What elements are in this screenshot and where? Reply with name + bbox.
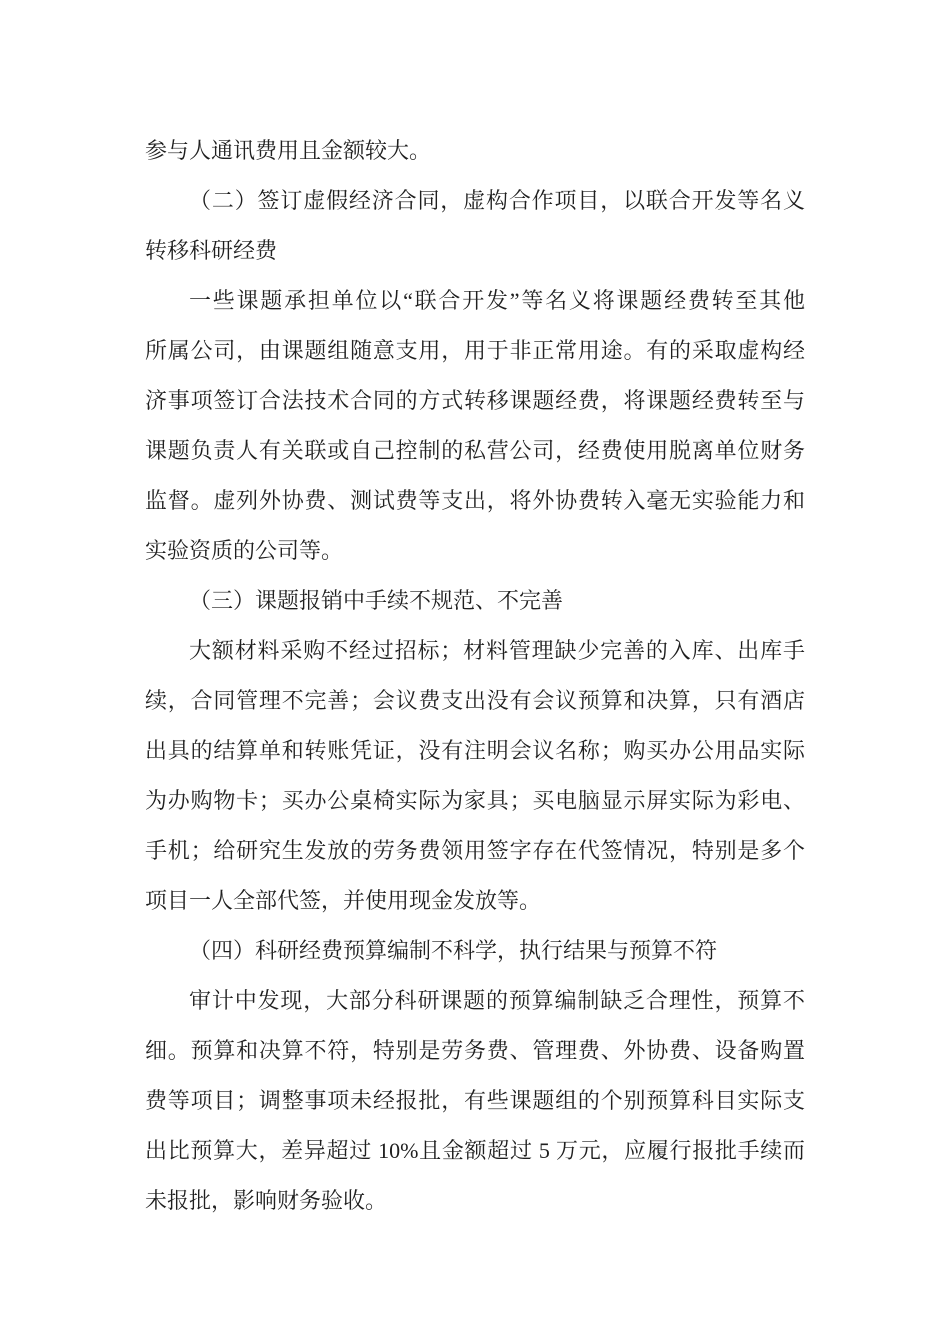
text-line: 出比预算大，差异超过 10%且金额超过 5 万元，应履行报批手续而 — [145, 1138, 805, 1163]
text-line: 课题负责人有关联或自己控制的私营公司，经费使用脱离单位财务 — [145, 438, 805, 463]
text-line: 审计中发现，大部分科研课题的预算编制缺乏合理性，预算不 — [189, 988, 805, 1013]
text-line: 一些课题承担单位以“联合开发”等名义将课题经费转至其他 — [189, 288, 805, 313]
text-line: 未报批，影响财务验收。 — [145, 1188, 388, 1213]
text-line: 项目一人全部代签，并使用现金发放等。 — [145, 888, 542, 913]
document-content — [145, 126, 805, 1226]
text-line: 大额材料采购不经过招标；材料管理缺少完善的入库、出库手 — [189, 638, 805, 663]
text-line: 为办购物卡；买办公桌椅实际为家具；买电脑显示屏实际为彩电、 — [145, 788, 805, 813]
text-line: 细。预算和决算不符，特别是劳务费、管理费、外协费、设备购置 — [145, 1038, 805, 1063]
text-line: 费等项目；调整事项未经报批，有些课题组的个别预算科目实际支 — [145, 1088, 805, 1113]
section-heading-line: （二）签订虚假经济合同，虚构合作项目，以联合开发等名义 — [189, 188, 805, 213]
text-line: 监督。虚列外协费、测试费等支出，将外协费转入毫无实验能力和 — [145, 488, 805, 513]
text-line: 续，合同管理不完善；会议费支出没有会议预算和决算，只有酒店 — [145, 688, 805, 713]
text-line: 参与人通讯费用且金额较大。 — [145, 138, 432, 163]
text-line: 实验资质的公司等。 — [145, 538, 344, 563]
section-heading-line: （三）课题报销中手续不规范、不完善 — [189, 588, 564, 613]
text-line: 所属公司，由课题组随意支用，用于非正常用途。有的采取虚构经 — [145, 338, 805, 363]
section-heading-line: 转移科研经费 — [145, 238, 278, 263]
text-line: 手机；给研究生发放的劳务费领用签字存在代签情况，特别是多个 — [145, 838, 805, 863]
section-heading-line: （四）科研经费预算编制不科学，执行结果与预算不符 — [189, 938, 718, 963]
text-line: 出具的结算单和转账凭证，没有注明会议名称；购买办公用品实际 — [145, 738, 805, 763]
text-line: 济事项签订合法技术合同的方式转移课题经费，将课题经费转至与 — [145, 388, 805, 413]
